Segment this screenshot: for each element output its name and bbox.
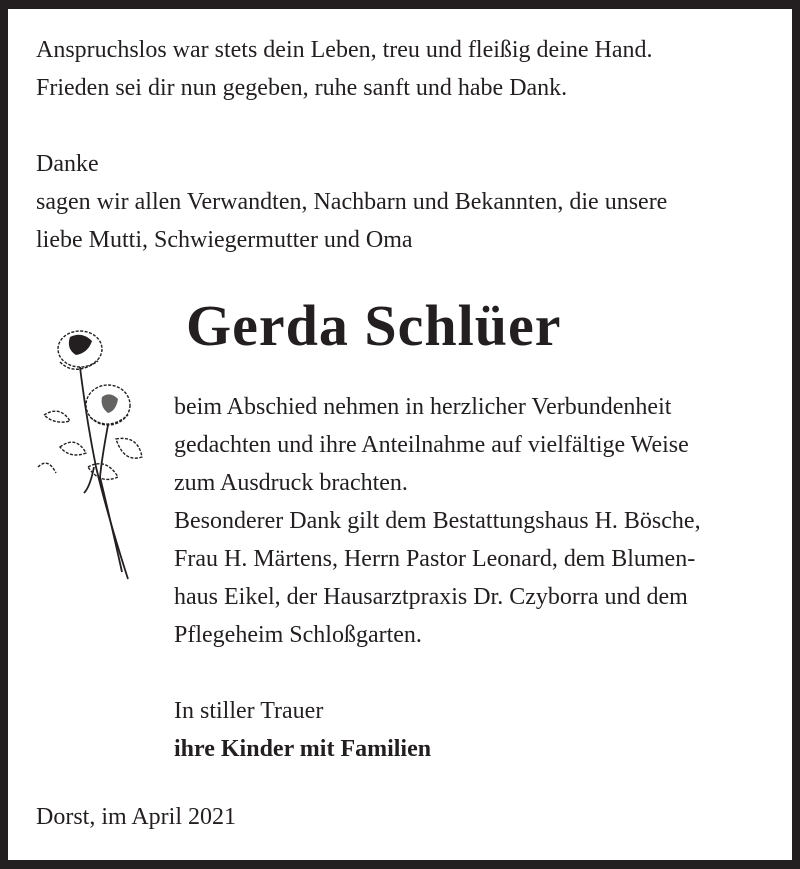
thanks-heading: Danke xyxy=(36,151,99,177)
body-line-2: gedachten und ihre Anteilnahme auf vielfältige Weise xyxy=(174,432,689,458)
body-line-6: haus Eikel, der Hausarztpraxis Dr. Czyborra und dem xyxy=(174,584,688,610)
body-line-3: zum Ausdruck brachten. xyxy=(174,470,408,496)
signature-intro: In stiller Trauer xyxy=(174,698,324,724)
verse-line-1: Anspruchslos war stets dein Leben, treu und fleißig deine Hand. xyxy=(36,37,653,63)
verse-line-2: Frieden sei dir nun gegeben, ruhe sanft und habe Dank. xyxy=(36,75,568,101)
obituary-card xyxy=(8,9,792,860)
body-line-1: beim Abschied nehmen in herzlicher Verbundenheit xyxy=(174,394,672,420)
roses-icon xyxy=(30,317,150,587)
thanks-line-2: liebe Mutti, Schwiegermutter und Oma xyxy=(36,227,413,253)
body-line-7: Pflegeheim Schloßgarten. xyxy=(174,622,422,648)
thanks-line-1: sagen wir allen Verwandten, Nachbarn und Bekannten, die unsere xyxy=(36,189,668,215)
signature-family: ihre Kinder mit Familien xyxy=(174,736,432,762)
deceased-name: Gerda Schlüer xyxy=(186,293,562,358)
place-date: Dorst, im April 2021 xyxy=(36,804,237,830)
body-line-5: Frau H. Märtens, Herrn Pastor Leonard, dem Blumen- xyxy=(174,546,696,572)
body-line-4: Besonderer Dank gilt dem Bestattungshaus H. Bösche, xyxy=(174,508,701,534)
